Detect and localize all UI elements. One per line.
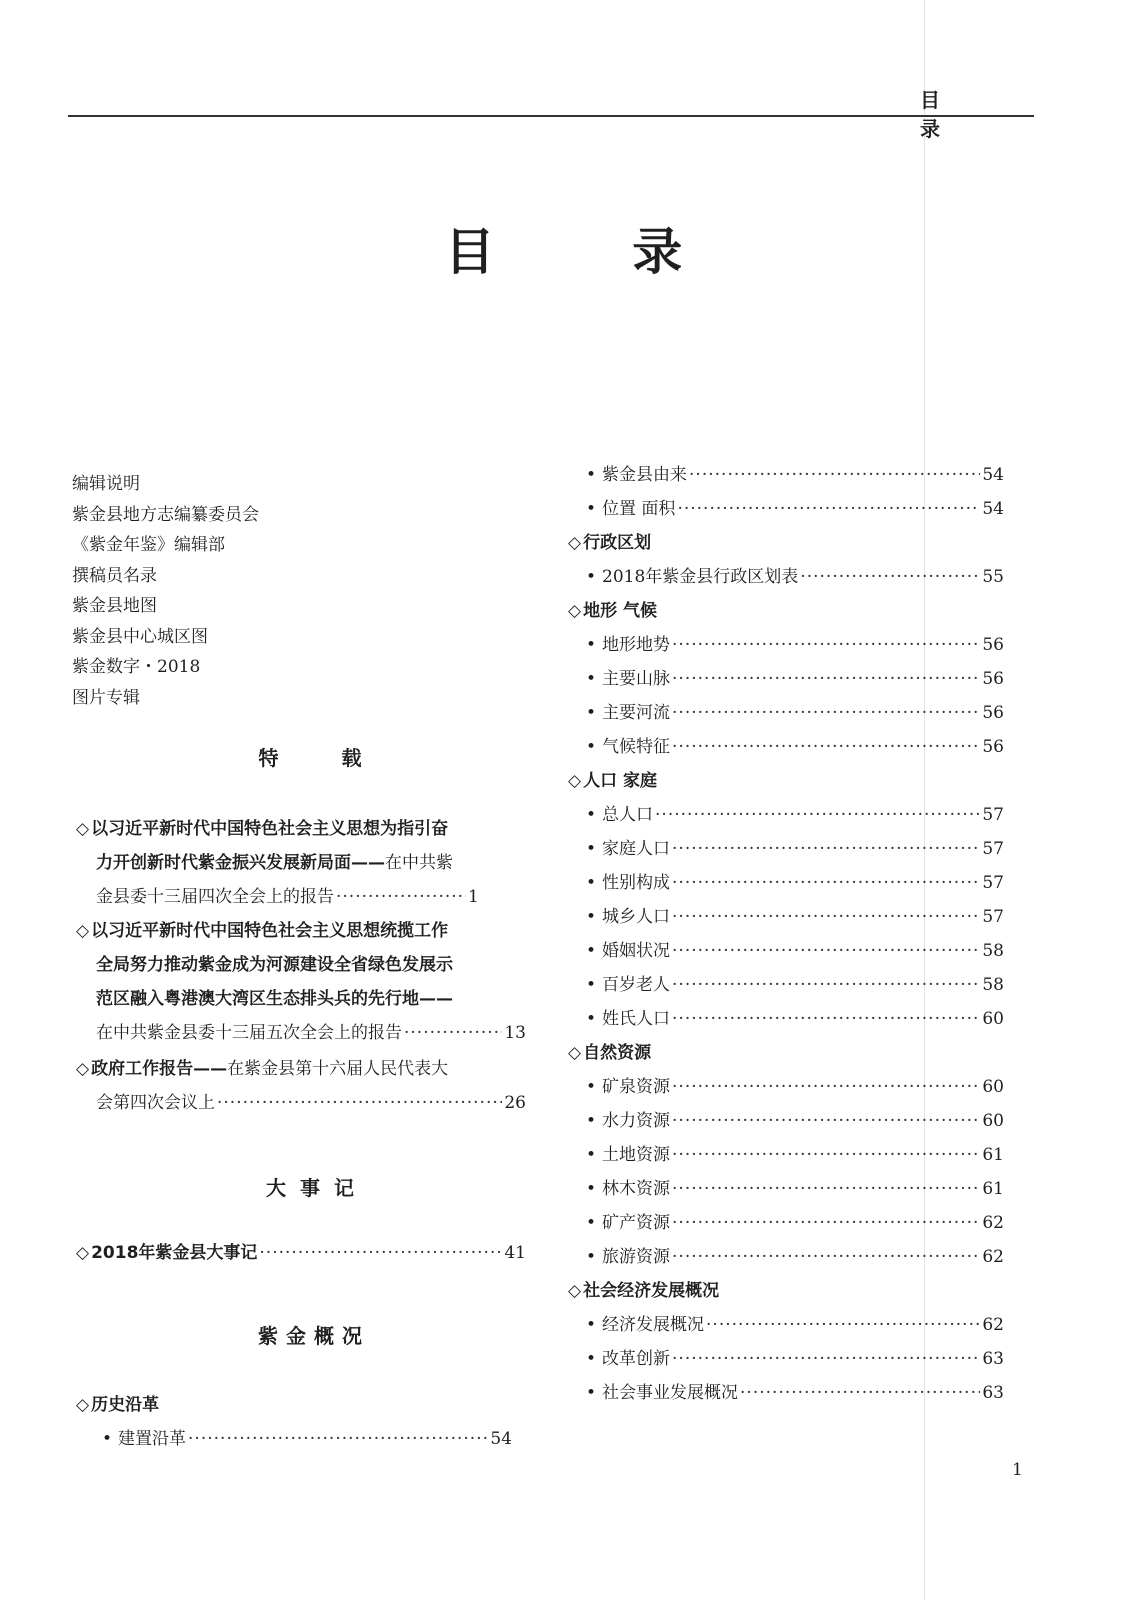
bullet-icon: •	[586, 839, 597, 859]
page-ref: 1	[468, 887, 479, 907]
front-matter-item[interactable]: 紫金数字・2018	[72, 657, 201, 677]
leader-dots	[404, 1016, 502, 1050]
page-ref: 56	[982, 635, 1004, 655]
leader-dots	[672, 628, 980, 662]
bullet-icon: •	[586, 1247, 597, 1267]
leader-dots	[672, 832, 980, 866]
section-heading-events: 大事记	[266, 1176, 368, 1200]
bullet-icon: •	[586, 805, 597, 825]
leader-dots	[672, 1172, 980, 1206]
section-heading-overview: 紫金概况	[258, 1324, 370, 1348]
page-ref: 41	[504, 1243, 526, 1263]
toc-entry[interactable]: • 2018年紫金县行政区划表 ····· 55	[568, 560, 1004, 594]
page-ref: 54	[490, 1429, 512, 1449]
bullet-icon: •	[586, 1383, 597, 1403]
toc-entry[interactable]: • 紫金县由来 ····· 54	[568, 458, 1004, 492]
toc-entry[interactable]: • 总人口 ····· 57	[568, 798, 1004, 832]
bullet-icon: •	[586, 1179, 597, 1199]
page-title: 目 录	[444, 222, 743, 281]
leader-dots	[677, 492, 980, 526]
page-ref: 56	[982, 669, 1004, 689]
leader-dots	[672, 696, 980, 730]
bullet-icon: •	[586, 1213, 597, 1233]
toc-category: ◇ 行政区划	[568, 533, 652, 553]
leader-dots	[672, 662, 980, 696]
front-matter-item[interactable]: 紫金县中心城区图	[72, 626, 208, 647]
special-article-3[interactable]: ◇ 政府工作报告——在紫金县第十六届人民代表大 会第四次会议上 ····· 26	[76, 1052, 526, 1120]
page-ref: 56	[982, 703, 1004, 723]
bullet-icon: •	[586, 703, 597, 723]
front-matter-item[interactable]: 紫金县地图	[72, 596, 157, 616]
bullet-icon: •	[586, 1111, 597, 1131]
leader-dots	[672, 900, 980, 934]
leader-dots	[672, 1240, 980, 1274]
bullet-icon: •	[586, 737, 597, 757]
leader-dots	[259, 1236, 502, 1270]
front-matter-item[interactable]: 《紫金年鉴》编辑部	[72, 535, 225, 555]
toc-category: ◇ 自然资源	[568, 1043, 652, 1063]
page-ref: 61	[982, 1179, 1004, 1199]
page-ref: 57	[982, 805, 1004, 825]
special-article-1[interactable]: ◇ 以习近平新时代中国特色社会主义思想为指引奋 力开创新时代紫金振兴发展新局面——在中共紫 金县委十三届四次全会上的报告 ····· 1	[76, 812, 526, 914]
diamond-icon: ◇	[76, 1059, 90, 1079]
leader-dots	[672, 1342, 980, 1376]
bullet-icon: •	[586, 635, 597, 655]
bullet-icon: •	[586, 499, 597, 519]
page-ref: 62	[982, 1247, 1004, 1267]
diamond-icon: ◇	[76, 1243, 90, 1263]
diamond-icon: ◇	[568, 1043, 582, 1063]
diamond-icon: ◇	[568, 533, 582, 553]
right-column-toc	[568, 458, 1004, 1410]
page-ref: 57	[982, 839, 1004, 859]
toc-entry[interactable]: • 林木资源 ····· 61	[568, 1172, 1004, 1206]
bullet-icon: •	[586, 669, 597, 689]
bullet-icon: •	[586, 1009, 597, 1029]
leader-dots	[217, 1086, 502, 1120]
toc-entry[interactable]: • 位置 面积 ····· 54	[568, 492, 1004, 526]
leader-dots	[672, 1070, 980, 1104]
page-ref: 58	[982, 941, 1004, 961]
bullet-icon: •	[586, 1145, 597, 1165]
leader-dots	[706, 1308, 980, 1342]
toc-entry[interactable]: • 百岁老人 ····· 58	[568, 968, 1004, 1002]
page-ref: 56	[982, 737, 1004, 757]
page-ref: 54	[982, 499, 1004, 519]
page-ref: 62	[982, 1213, 1004, 1233]
leader-dots	[672, 866, 980, 900]
special-article-2[interactable]: ◇ 以习近平新时代中国特色社会主义思想统揽工作 全局努力推动紫金成为河源建设全省绿色发展示 范区融入粤港澳大湾区生态排头兵的先行地—— 在中共紫金县委十三届五次全会上的报告 ····· 13	[76, 914, 526, 1050]
page-ref: 54	[982, 465, 1004, 485]
toc-entry[interactable]: • 姓氏人口 ····· 60	[568, 1002, 1004, 1036]
page-ref: 57	[982, 873, 1004, 893]
bullet-icon: •	[586, 907, 597, 927]
toc-category: ◇ 人口 家庭	[568, 771, 657, 791]
toc-entry[interactable]: • 矿产资源 ····· 62	[568, 1206, 1004, 1240]
page-ref: 55	[982, 567, 1004, 587]
leader-dots	[672, 934, 980, 968]
bullet-icon: •	[586, 1349, 597, 1369]
leader-dots	[672, 1104, 980, 1138]
page-ref: 60	[982, 1077, 1004, 1097]
toc-entry[interactable]: • 性别构成 ····· 57	[568, 866, 1004, 900]
page-ref: 13	[504, 1023, 526, 1043]
bullet-icon: •	[586, 975, 597, 995]
page-ref: 26	[504, 1093, 526, 1113]
bullet-icon: •	[586, 567, 597, 587]
toc-entry[interactable]: • 旅游资源 ····· 62	[568, 1240, 1004, 1274]
page-ref: 60	[982, 1009, 1004, 1029]
header-rule	[68, 115, 1034, 117]
leader-dots	[188, 1422, 488, 1456]
toc-entry[interactable]: • 水力资源 ····· 60	[568, 1104, 1004, 1138]
leader-dots	[740, 1376, 980, 1410]
page-ref: 58	[982, 975, 1004, 995]
front-matter-item[interactable]: 紫金县地方志编纂委员会	[72, 504, 259, 525]
diamond-icon: ◇	[568, 601, 582, 621]
toc-entry[interactable]: • 社会事业发展概况 ····· 63	[568, 1376, 1004, 1410]
page-ref: 60	[982, 1111, 1004, 1131]
events-entry[interactable]: ◇ 2018年紫金县大事记 ····· 41	[76, 1236, 526, 1270]
page-number: 1	[1012, 1460, 1023, 1480]
toc-category: ◇ 地形 气候	[568, 601, 657, 621]
leader-dots	[689, 458, 980, 492]
leader-dots	[672, 1206, 980, 1240]
diamond-icon: ◇	[76, 921, 90, 941]
front-matter-item[interactable]: 撰稿员名录	[72, 565, 157, 586]
leader-dots	[672, 1002, 980, 1036]
front-matter-list	[72, 469, 259, 713]
bullet-icon: •	[586, 465, 597, 485]
front-matter-item[interactable]: 图片专辑	[72, 687, 140, 708]
diamond-icon: ◇	[568, 771, 582, 791]
toc-entry[interactable]: • 矿泉资源 ····· 60	[568, 1070, 1004, 1104]
toc-entry[interactable]: • 主要山脉 ····· 56	[568, 662, 1004, 696]
page-ref: 63	[982, 1383, 1004, 1403]
bullet-icon: •	[102, 1429, 113, 1449]
toc-category: ◇ 社会经济发展概况	[568, 1281, 720, 1301]
page-ref: 62	[982, 1315, 1004, 1335]
page-ref: 61	[982, 1145, 1004, 1165]
leader-dots	[672, 730, 980, 764]
leader-dots	[336, 880, 466, 914]
toc-entry[interactable]: • 经济发展概况 ····· 62	[568, 1308, 1004, 1342]
toc-entry[interactable]: • 婚姻状况 ····· 58	[568, 934, 1004, 968]
leader-dots	[655, 798, 980, 832]
diamond-icon: ◇	[76, 1395, 90, 1415]
toc-entry[interactable]: • 地形地势 ····· 56	[568, 628, 1004, 662]
leader-dots	[672, 1138, 980, 1172]
toc-entry[interactable]: • 气候特征 ····· 56	[568, 730, 1004, 764]
section-heading-special: 特 载	[258, 746, 390, 770]
leader-dots	[672, 968, 980, 1002]
bullet-icon: •	[586, 1077, 597, 1097]
toc-entry[interactable]: • 土地资源 ····· 61	[568, 1138, 1004, 1172]
toc-entry[interactable]: • 城乡人口 ····· 57	[568, 900, 1004, 934]
front-matter-item[interactable]: 编辑说明	[72, 474, 140, 494]
page-ref: 57	[982, 907, 1004, 927]
page-ref: 63	[982, 1349, 1004, 1369]
toc-entry[interactable]: • 建置沿革 ····· 54	[76, 1422, 512, 1456]
diamond-icon: ◇	[568, 1281, 582, 1301]
bullet-icon: •	[586, 1315, 597, 1335]
history-category: ◇ 历史沿革 • 建置沿革 ····· 54	[76, 1388, 512, 1456]
bullet-icon: •	[586, 941, 597, 961]
leader-dots	[800, 560, 980, 594]
toc-entry[interactable]: • 主要河流 ····· 56	[568, 696, 1004, 730]
running-header: 目 录	[920, 88, 962, 141]
bullet-icon: •	[586, 873, 597, 893]
toc-entry[interactable]: • 家庭人口 ····· 57	[568, 832, 1004, 866]
diamond-icon: ◇	[76, 819, 90, 839]
toc-entry[interactable]: • 改革创新 ····· 63	[568, 1342, 1004, 1376]
